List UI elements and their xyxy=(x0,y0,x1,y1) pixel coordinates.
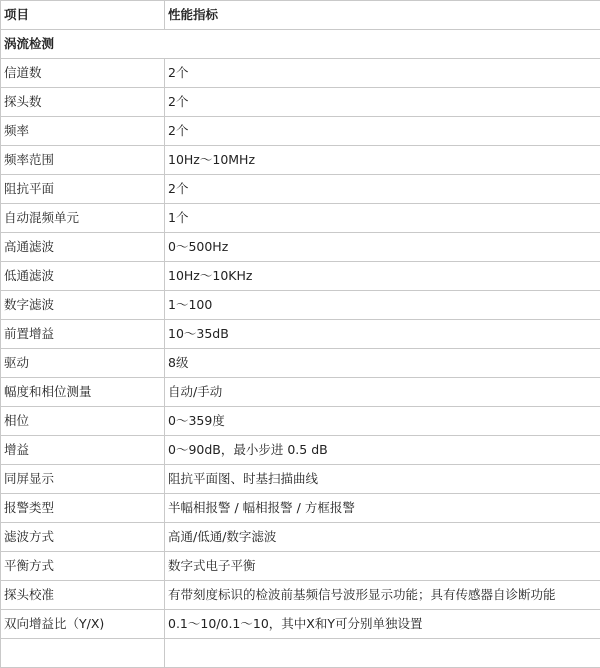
table-row xyxy=(1,233,600,262)
item-cell: 双向增益比（Y/X) xyxy=(1,610,165,639)
item-cell: 高通滤波 xyxy=(1,233,165,262)
table-row xyxy=(1,407,600,436)
item-cell: 探头数 xyxy=(1,88,165,117)
item-cell: 驱动 xyxy=(1,349,165,378)
value-cell: 10Hz～10MHz xyxy=(165,146,600,175)
table-row xyxy=(1,262,600,291)
value-cell: 自动/手动 xyxy=(165,378,600,407)
header-item-cell: 项目 xyxy=(1,1,165,30)
value-cell: 阻抗平面图、时基扫描曲线 xyxy=(165,465,600,494)
table-row xyxy=(1,523,600,552)
value-cell: 有带刻度标识的检波前基频信号波形显示功能；具有传感器自诊断功能 xyxy=(165,581,600,610)
item-cell: 前置增益 xyxy=(1,320,165,349)
value-cell: 2个 xyxy=(165,117,600,146)
header-row xyxy=(1,1,600,30)
empty-cell xyxy=(165,639,600,668)
item-cell: 同屏显示 xyxy=(1,465,165,494)
value-cell: 10Hz～10KHz xyxy=(165,262,600,291)
section-title: 涡流检测 xyxy=(1,30,600,59)
value-cell: 0～359度 xyxy=(165,407,600,436)
table-row xyxy=(1,175,600,204)
value-cell: 0～500Hz xyxy=(165,233,600,262)
table-row xyxy=(1,59,600,88)
table-row xyxy=(1,320,600,349)
item-cell: 滤波方式 xyxy=(1,523,165,552)
table-row xyxy=(1,146,600,175)
value-cell: 2个 xyxy=(165,175,600,204)
table-row xyxy=(1,378,600,407)
table-row xyxy=(1,204,600,233)
item-cell: 增益 xyxy=(1,436,165,465)
table-row xyxy=(1,291,600,320)
item-cell: 低通滤波 xyxy=(1,262,165,291)
value-cell: 高通/低通/数字滤波 xyxy=(165,523,600,552)
item-cell: 频率范围 xyxy=(1,146,165,175)
table-row xyxy=(1,465,600,494)
table-row xyxy=(1,581,600,610)
item-cell: 阻抗平面 xyxy=(1,175,165,204)
header-spec-cell: 性能指标 xyxy=(165,1,600,30)
value-cell: 8级 xyxy=(165,349,600,378)
empty-row xyxy=(1,639,600,668)
empty-cell xyxy=(1,639,165,668)
item-cell: 幅度和相位测量 xyxy=(1,378,165,407)
item-cell: 信道数 xyxy=(1,59,165,88)
value-cell: 1个 xyxy=(165,204,600,233)
item-cell: 数字滤波 xyxy=(1,291,165,320)
value-cell: 2个 xyxy=(165,59,600,88)
value-cell: 10～35dB xyxy=(165,320,600,349)
item-cell: 探头校准 xyxy=(1,581,165,610)
value-cell: 半幅相报警 / 幅相报警 / 方框报警 xyxy=(165,494,600,523)
item-cell: 平衡方式 xyxy=(1,552,165,581)
item-cell: 相位 xyxy=(1,407,165,436)
table-row xyxy=(1,88,600,117)
item-cell: 自动混频单元 xyxy=(1,204,165,233)
table-row xyxy=(1,494,600,523)
value-cell: 1～100 xyxy=(165,291,600,320)
table-row xyxy=(1,610,600,639)
item-cell: 频率 xyxy=(1,117,165,146)
table-row xyxy=(1,349,600,378)
value-cell: 数字式电子平衡 xyxy=(165,552,600,581)
table-row xyxy=(1,117,600,146)
section-row xyxy=(1,30,600,59)
table-row xyxy=(1,436,600,465)
value-cell: 0.1～10/0.1～10，其中X和Y可分别单独设置 xyxy=(165,610,600,639)
value-cell: 2个 xyxy=(165,88,600,117)
value-cell: 0～90dB，最小步进 0.5 dB xyxy=(165,436,600,465)
table-row xyxy=(1,552,600,581)
item-cell: 报警类型 xyxy=(1,494,165,523)
